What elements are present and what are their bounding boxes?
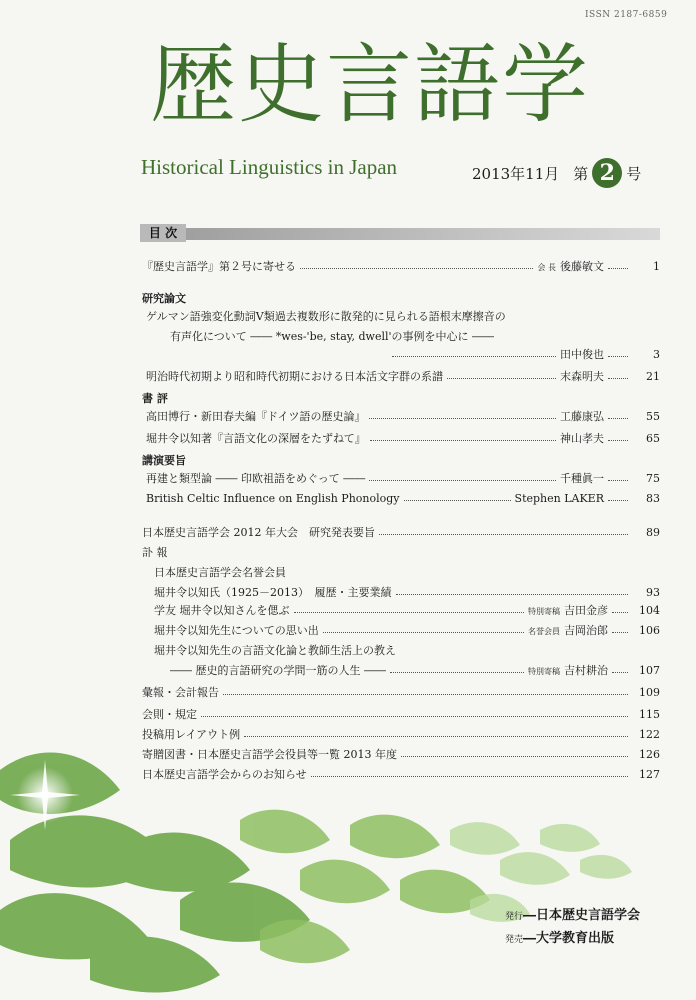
issue-prefix: 第: [573, 164, 589, 183]
issue-info: [472, 158, 641, 188]
leader-dots: [608, 500, 628, 501]
leader-dots: [323, 632, 524, 633]
issue-suffix: 号: [626, 164, 642, 183]
leader-dots: [392, 356, 556, 357]
page-number: 107: [639, 663, 660, 677]
leader-dots: [612, 632, 628, 633]
toc-entry-lecture2: [146, 490, 660, 506]
author: 神山孝夫: [560, 432, 604, 445]
leader-dots: [447, 378, 556, 379]
toc-entry-title: 堀井令以知氏（1925－2013） 履歴・主要業績: [154, 586, 392, 599]
toc-entry-title: 再建と類型論 ―― 印欧祖語をめぐって ――: [146, 472, 366, 485]
author-role: 会 長: [537, 263, 556, 272]
toc-entry-preface: [142, 258, 660, 274]
section-research: 研究論文: [142, 292, 186, 305]
author: 後藤敏文: [560, 260, 604, 273]
toc-entry-title: 日本歴史言語学会 2012 年大会 研究発表要旨: [142, 526, 375, 539]
leader-dots: [369, 480, 556, 481]
toc-entry-obit2: [154, 602, 660, 618]
author: 吉村耕治: [564, 664, 608, 677]
toc-entry-title: 高田博行・新田春夫編『ドイツ語の歴史論』: [146, 410, 366, 423]
toc-entry-title: 日本歴史言語学会からのお知らせ: [142, 768, 307, 781]
page-number: 21: [646, 369, 660, 383]
obituary-subheading: 日本歴史言語学会名誉会員: [154, 566, 286, 579]
author-role: 特別寄稿: [528, 607, 560, 616]
toc-entry-title: 『歴史言語学』第２号に寄せる: [142, 260, 296, 273]
leader-dots: [608, 418, 628, 419]
author: 千種眞一: [560, 472, 604, 485]
author: 田中俊也: [560, 348, 604, 361]
author: 末森明夫: [560, 370, 604, 383]
page-number: 93: [646, 585, 660, 599]
issue-number-badge: 2: [592, 158, 622, 188]
section-reviews: 書 評: [142, 392, 168, 405]
page-number: 127: [639, 767, 660, 781]
author-role: 名誉会員: [528, 627, 560, 636]
leader-dots: [612, 612, 628, 613]
toc-entry-obit3: [154, 622, 660, 638]
page-number: 106: [639, 623, 660, 637]
toc-heading-bar: [140, 224, 660, 242]
leader-dots: [201, 716, 628, 717]
seller-line: 発売―大学教育出版: [505, 931, 615, 946]
toc-entry-title: 堀井令以知著『言語文化の深層をたずねて』: [146, 432, 366, 445]
article1-title-line1: ゲルマン語強変化動詞Ⅴ類過去複数形に散発的に見られる語根末摩擦音の: [146, 310, 506, 323]
page-number: 122: [639, 727, 660, 741]
leader-dots: [223, 694, 628, 695]
toc-entry-misc: [142, 684, 660, 700]
page-number: 3: [653, 347, 660, 361]
page-number: 115: [639, 707, 660, 721]
leaves-illustration: [0, 727, 696, 1000]
author: 吉田金彦: [564, 604, 608, 617]
toc-entry-title: 寄贈図書・日本歴史言語学会役員等一覧 2013 年度: [142, 748, 397, 761]
leader-dots: [608, 440, 628, 441]
toc-entry-title: 明治時代初期より昭和時代初期における日本活文字群の系譜: [146, 370, 443, 383]
toc-entry-title: British Celtic Influence on English Phonology: [146, 491, 400, 505]
toc-entry-title: ―― 歴史的言語研究の学問一筋の人生 ――: [170, 664, 386, 677]
issue-date: 2013年11月: [472, 164, 560, 183]
page-number: 65: [646, 431, 660, 445]
journal-subtitle: Historical Linguistics in Japan: [141, 155, 398, 179]
toc-entry-article2: [146, 368, 660, 384]
toc-entry-title: 彙報・会計報告: [142, 686, 219, 699]
author: 吉岡治郎: [564, 624, 608, 637]
obit4-title-line1: 堀井令以知先生の言語文化論と教師生活上の教え: [154, 644, 396, 657]
toc-entry-misc: [142, 706, 660, 722]
page-number: 109: [639, 685, 660, 699]
leader-dots: [608, 480, 628, 481]
toc-entry-lecture1: [146, 470, 660, 486]
leader-dots: [612, 672, 628, 673]
toc-entry-obit1: [154, 584, 660, 600]
toc-entry-article1: [142, 346, 660, 362]
leader-dots: [396, 594, 629, 595]
toc-entry-title: 投稿用レイアウト例: [142, 728, 241, 741]
leader-dots: [608, 268, 628, 269]
toc-entry-title: 学友 堀井令以知さんを偲ぶ: [154, 604, 290, 617]
toc-entry-review2: [146, 430, 660, 446]
page-number: 104: [639, 603, 660, 617]
leader-dots: [369, 418, 556, 419]
page-number: 126: [639, 747, 660, 761]
section-obituary: 訃 報: [142, 546, 168, 559]
leader-dots: [608, 356, 628, 357]
issuer-name: 日本歴史言語学会: [536, 908, 641, 923]
issuer-label: 発行: [505, 912, 524, 922]
page-number: 75: [646, 471, 660, 485]
leader-dots: [608, 378, 628, 379]
leader-dots: [379, 534, 628, 535]
seller-label: 発売: [505, 935, 524, 945]
leader-dots: [404, 500, 511, 501]
toc-entry-conference: [142, 524, 660, 540]
toc-entry-obit4: [170, 662, 660, 678]
issuer-line: 発行―日本歴史言語学会: [505, 908, 641, 923]
article1-title-line2: 有声化について ―― *wes-'be, stay, dwell'の事例を中心に ――: [170, 330, 495, 343]
page-number: 89: [646, 525, 660, 539]
leader-dots: [294, 612, 525, 613]
toc-bar-rule: [140, 228, 660, 240]
leader-dots: [390, 672, 524, 673]
page-number: 55: [646, 409, 660, 423]
author: 工藤康弘: [560, 410, 604, 423]
leader-dots: [370, 440, 556, 441]
section-lectures: 講演要旨: [142, 454, 186, 467]
toc-entry-review1: [146, 408, 660, 424]
page-number: 83: [646, 491, 660, 505]
toc-entry-title: 会則・規定: [142, 708, 197, 721]
journal-title: 歴史言語学: [150, 35, 590, 135]
issn-number: ISSN 2187-6859: [585, 10, 668, 20]
publisher-block: [505, 905, 640, 951]
toc-heading: 目 次: [140, 224, 186, 242]
author: Stephen LAKER: [514, 491, 604, 505]
page-number: 1: [653, 259, 660, 273]
toc-entry-title: 堀井令以知先生についての思い出: [154, 624, 319, 637]
seller-name: 大学教育出版: [536, 931, 615, 946]
author-role: 特別寄稿: [528, 667, 560, 676]
leader-dots: [300, 268, 533, 269]
